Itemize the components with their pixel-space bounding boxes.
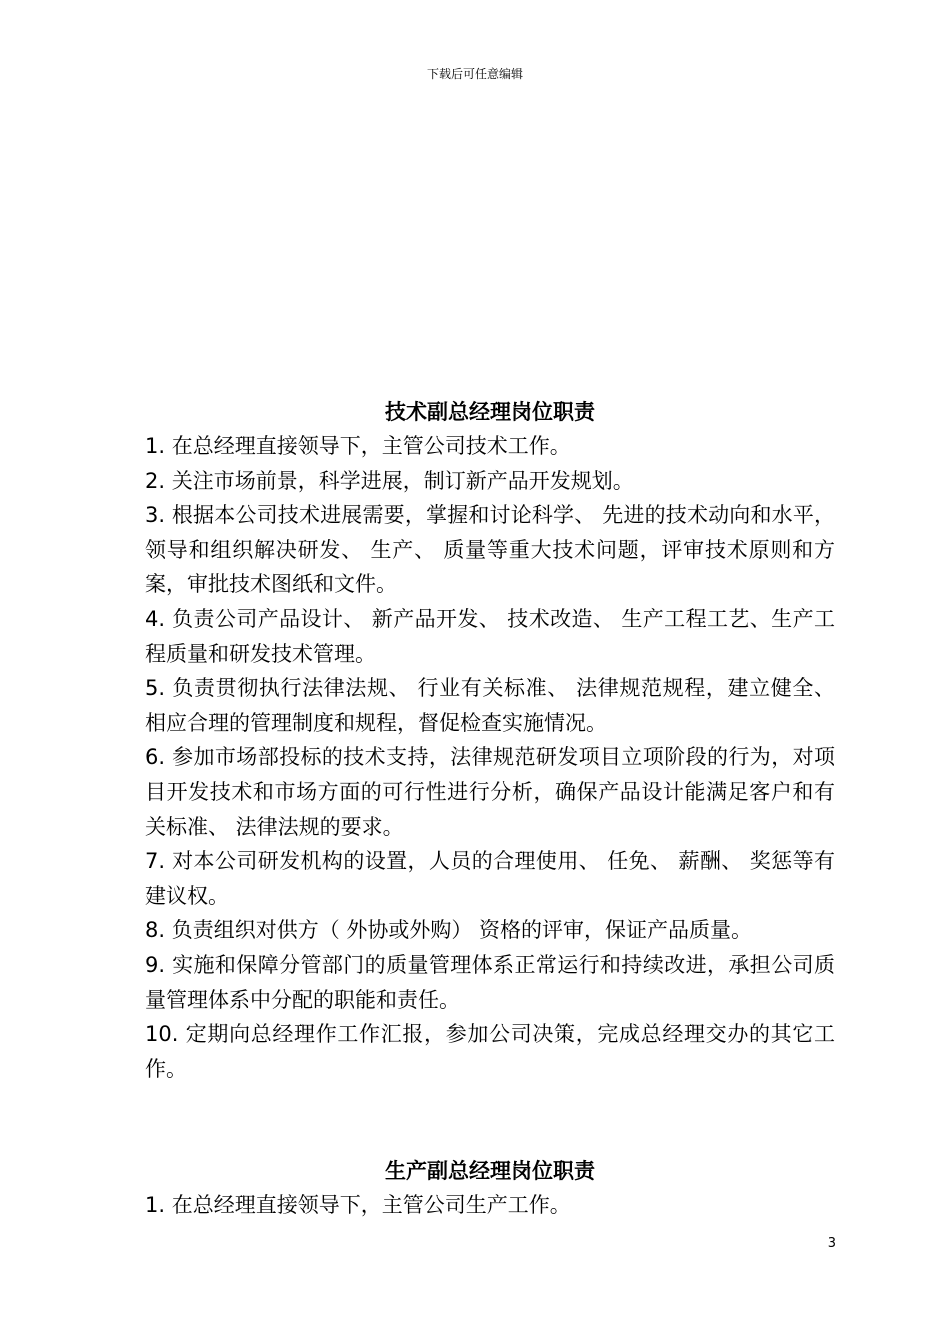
duty-item: 1. 在总经理直接领导下，主管公司技术工作。 bbox=[145, 434, 571, 458]
header-note: 下载后可任意编辑 bbox=[426, 67, 523, 81]
duty-item: 3. 根据本公司技术进展需要，掌握和讨论科学、 先进的技术动向和水平，领导和组织解决研发、 生产、 质量等重大技术问题，评审技术原则和方案，审批技术图纸和文件。 bbox=[145, 503, 835, 597]
duty-item: 2. 关注市场前景，科学进展，制订新产品开发规划。 bbox=[145, 468, 634, 493]
duty-list bbox=[145, 1188, 835, 1223]
duty-item: 4. 负责公司产品设计、 新产品开发、 技术改造、 生产工程工艺、生产工程质量和研发技术管理。 bbox=[145, 606, 835, 666]
duty-item: 8. 负责组织对供方（ 外协或外购） 资格的评审，保证产品质量。 bbox=[145, 918, 753, 943]
section-title: 技术副总经理岗位职责 bbox=[385, 400, 595, 424]
duty-item: 9. 实施和保障分管部门的质量管理体系正常运行和持续改进，承担公司质量管理体系中分配的职能和责任。 bbox=[145, 952, 835, 1012]
duty-item: 6. 参加市场部投标的技术支持，法律规范研发项目立项阶段的行为，对项目开发技术和市场方面的可行性进行分析，确保产品设计能满足客户和有关标准、 法律法规的要求。 bbox=[145, 745, 835, 839]
page-number: 3 bbox=[827, 1236, 836, 1251]
duty-item: 10. 定期向总经理作工作汇报，参加公司决策，完成总经理交办的其它工作。 bbox=[145, 1022, 835, 1081]
duty-item: 5. 负责贯彻执行法律法规、 行业有关标准、 法律规范规程，建立健全、 相应合理的管理制度和规程，督促检查实施情况。 bbox=[145, 676, 835, 735]
duty-item: 1. 在总经理直接领导下，主管公司生产工作。 bbox=[145, 1193, 571, 1217]
section-title: 生产副总经理岗位职责 bbox=[385, 1159, 595, 1183]
duty-item: 7. 对本公司研发机构的设置，人员的合理使用、 任免、 薪酬、 奖惩等有建议权。 bbox=[145, 849, 835, 908]
section-tech-vp-duties bbox=[145, 395, 835, 1086]
duty-list bbox=[145, 429, 835, 1086]
section-production-vp-duties bbox=[145, 1154, 835, 1223]
